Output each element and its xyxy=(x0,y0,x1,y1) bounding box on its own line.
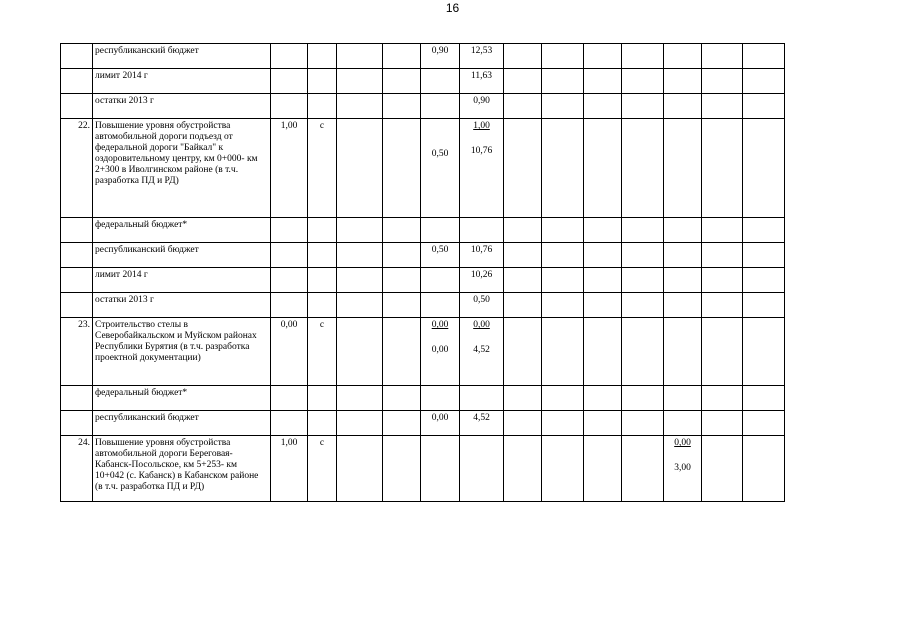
cell-empty xyxy=(504,218,542,243)
cell-empty xyxy=(702,293,743,318)
cell-empty xyxy=(308,293,337,318)
cell-empty xyxy=(542,119,584,218)
cell-empty xyxy=(542,293,584,318)
cell-empty xyxy=(622,69,664,94)
cell-empty xyxy=(542,69,584,94)
cell-empty xyxy=(337,218,383,243)
cell-empty xyxy=(702,268,743,293)
cell-empty xyxy=(584,268,622,293)
cell-empty xyxy=(584,243,622,268)
cell-empty xyxy=(743,386,785,411)
cell-empty xyxy=(702,386,743,411)
cell-value-col8: 0,90 xyxy=(460,94,504,119)
cell-empty xyxy=(584,436,622,502)
cell-empty xyxy=(664,293,702,318)
page-number: 16 xyxy=(445,1,460,15)
cell-empty xyxy=(702,318,743,386)
table-row xyxy=(61,69,785,94)
cell-empty xyxy=(61,268,93,293)
cell-empty xyxy=(702,69,743,94)
cell-value-col8: 10,76 xyxy=(460,243,504,268)
cell-empty xyxy=(504,94,542,119)
cell-empty xyxy=(337,436,383,502)
cell-empty xyxy=(584,44,622,69)
row-label: лимит 2014 г xyxy=(93,268,271,293)
cell-empty xyxy=(271,94,308,119)
cell-empty xyxy=(664,318,702,386)
cell-empty xyxy=(504,44,542,69)
cell-value-col8: 11,63 xyxy=(460,69,504,94)
cell-empty xyxy=(271,218,308,243)
cell-empty xyxy=(743,69,785,94)
row-label: остатки 2013 г xyxy=(93,293,271,318)
cell-empty xyxy=(584,119,622,218)
cell-value-col8 xyxy=(460,436,504,502)
cell-empty xyxy=(383,318,421,386)
cell-empty xyxy=(584,94,622,119)
cell-empty xyxy=(308,69,337,94)
cell-empty xyxy=(542,44,584,69)
cell-empty xyxy=(743,119,785,218)
cell-value-col8 xyxy=(460,386,504,411)
cell-empty xyxy=(383,293,421,318)
cell-empty xyxy=(584,318,622,386)
cell-empty xyxy=(337,94,383,119)
cell-empty xyxy=(622,293,664,318)
cell-empty xyxy=(664,411,702,436)
cell-empty xyxy=(743,218,785,243)
row-qty: 1,00 xyxy=(271,119,308,218)
cell-empty xyxy=(383,386,421,411)
cell-empty xyxy=(664,69,702,94)
cell-empty xyxy=(383,69,421,94)
cell-empty xyxy=(61,243,93,268)
cell-empty xyxy=(271,268,308,293)
cell-empty xyxy=(622,218,664,243)
cell-value-col7 xyxy=(421,436,460,502)
cell-empty xyxy=(542,318,584,386)
cell-empty xyxy=(664,44,702,69)
cell-empty xyxy=(504,293,542,318)
cell-empty xyxy=(308,243,337,268)
cell-empty xyxy=(504,386,542,411)
row-label: федеральный бюджет* xyxy=(93,386,271,411)
cell-empty xyxy=(584,386,622,411)
table-row xyxy=(61,293,785,318)
cell-empty xyxy=(622,94,664,119)
cell-empty xyxy=(308,94,337,119)
row-label: лимит 2014 г xyxy=(93,69,271,94)
cell-value-col7: 0,00 0,00 xyxy=(421,318,460,386)
row-number: 22. xyxy=(61,119,93,218)
cell-empty xyxy=(702,218,743,243)
table-row xyxy=(61,44,785,69)
cell-empty xyxy=(584,218,622,243)
cell-value-col8: 1,00 10,76 xyxy=(460,119,504,218)
cell-empty xyxy=(61,218,93,243)
table-row xyxy=(61,386,785,411)
cell-empty xyxy=(542,268,584,293)
cell-empty xyxy=(702,243,743,268)
row-label: Повышение уровня обустройства автомобильной дороги подъезд от федеральной дороги "Байкал" к оздоровительному центру, км 0+000- км 2+300 в Иволгинском районе (в т.ч. разработка ПД и РД) xyxy=(93,119,271,218)
cell-value-col7: 0,50 xyxy=(421,243,460,268)
row-label: Строительство стелы в Северобайкальском и Муйском районах Республики Бурятия (в т.ч. разработка проектной документации) xyxy=(93,318,271,386)
cell-empty xyxy=(504,268,542,293)
cell-empty xyxy=(622,268,664,293)
cell-empty xyxy=(584,293,622,318)
cell-value-col7 xyxy=(421,94,460,119)
cell-empty xyxy=(61,44,93,69)
cell-value-col7: 0,50 xyxy=(421,119,460,218)
cell-value-col8: 4,52 xyxy=(460,411,504,436)
table-row xyxy=(61,94,785,119)
table-row xyxy=(61,119,785,218)
cell-empty xyxy=(337,119,383,218)
cell-empty xyxy=(271,69,308,94)
cell-empty xyxy=(542,436,584,502)
cell-value-col7: 0,90 xyxy=(421,44,460,69)
cell-empty xyxy=(622,436,664,502)
cell-empty xyxy=(743,436,785,502)
cell-value-col8: 0,00 4,52 xyxy=(460,318,504,386)
cell-value-col7 xyxy=(421,386,460,411)
cell-value-col7: 0,00 xyxy=(421,411,460,436)
cell-empty xyxy=(337,243,383,268)
cell-empty xyxy=(337,386,383,411)
cell-empty xyxy=(664,218,702,243)
cell-empty xyxy=(271,44,308,69)
cell-empty xyxy=(504,411,542,436)
cell-empty xyxy=(622,243,664,268)
cell-value-col13: 0,00 3,00 xyxy=(664,436,702,502)
cell-empty xyxy=(542,411,584,436)
cell-empty xyxy=(61,94,93,119)
cell-empty xyxy=(271,411,308,436)
cell-empty xyxy=(542,218,584,243)
row-label: федеральный бюджет* xyxy=(93,218,271,243)
cell-empty xyxy=(664,268,702,293)
cell-empty xyxy=(743,411,785,436)
cell-value-col7 xyxy=(421,268,460,293)
cell-empty xyxy=(702,119,743,218)
cell-empty xyxy=(504,243,542,268)
cell-empty xyxy=(337,44,383,69)
table-row xyxy=(61,318,785,386)
cell-empty xyxy=(308,386,337,411)
row-qty: 0,00 xyxy=(271,318,308,386)
cell-empty xyxy=(504,318,542,386)
cell-empty xyxy=(383,243,421,268)
cell-empty xyxy=(271,243,308,268)
cell-empty xyxy=(743,243,785,268)
cell-empty xyxy=(61,293,93,318)
cell-value-col7 xyxy=(421,293,460,318)
cell-empty xyxy=(743,44,785,69)
row-label: остатки 2013 г xyxy=(93,94,271,119)
cell-empty xyxy=(308,218,337,243)
cell-empty xyxy=(337,69,383,94)
cell-empty xyxy=(383,218,421,243)
cell-empty xyxy=(383,119,421,218)
cell-value-col8 xyxy=(460,218,504,243)
row-unit: с xyxy=(308,119,337,218)
cell-empty xyxy=(664,243,702,268)
cell-value-col8: 0,50 xyxy=(460,293,504,318)
budget-table xyxy=(60,43,785,502)
cell-empty xyxy=(743,94,785,119)
cell-empty xyxy=(702,436,743,502)
row-label: республиканский бюджет xyxy=(93,411,271,436)
cell-empty xyxy=(337,318,383,386)
table-row xyxy=(61,436,785,502)
cell-empty xyxy=(584,69,622,94)
cell-empty xyxy=(383,436,421,502)
cell-value-col8: 12,53 xyxy=(460,44,504,69)
row-label: Повышение уровня обустройства автомобильной дороги Береговая-Кабанск-Посольское, км 5+253- км 10+042 (с. Кабанск) в Кабанском районе (в т.ч. разработка ПД и РД) xyxy=(93,436,271,502)
cell-empty xyxy=(622,318,664,386)
cell-empty xyxy=(337,293,383,318)
cell-empty xyxy=(383,268,421,293)
cell-value-col8: 10,26 xyxy=(460,268,504,293)
cell-empty xyxy=(308,411,337,436)
cell-empty xyxy=(383,44,421,69)
cell-empty xyxy=(702,44,743,69)
cell-empty xyxy=(383,94,421,119)
cell-empty xyxy=(337,268,383,293)
cell-empty xyxy=(622,119,664,218)
cell-empty xyxy=(743,268,785,293)
cell-empty xyxy=(308,44,337,69)
cell-empty xyxy=(61,411,93,436)
row-qty: 1,00 xyxy=(271,436,308,502)
cell-empty xyxy=(542,94,584,119)
cell-empty xyxy=(504,436,542,502)
table-row xyxy=(61,243,785,268)
cell-empty xyxy=(61,69,93,94)
cell-empty xyxy=(61,386,93,411)
cell-empty xyxy=(622,386,664,411)
cell-empty xyxy=(664,386,702,411)
cell-empty xyxy=(664,94,702,119)
cell-empty xyxy=(383,411,421,436)
cell-empty xyxy=(542,243,584,268)
cell-empty xyxy=(622,44,664,69)
table-row xyxy=(61,411,785,436)
cell-empty xyxy=(664,119,702,218)
row-number: 23. xyxy=(61,318,93,386)
cell-empty xyxy=(584,411,622,436)
cell-empty xyxy=(308,268,337,293)
table-row xyxy=(61,218,785,243)
cell-empty xyxy=(743,318,785,386)
cell-empty xyxy=(622,411,664,436)
cell-empty xyxy=(337,411,383,436)
cell-empty xyxy=(504,69,542,94)
cell-empty xyxy=(542,386,584,411)
cell-empty xyxy=(271,386,308,411)
cell-value-col7 xyxy=(421,218,460,243)
cell-empty xyxy=(504,119,542,218)
row-label: республиканский бюджет xyxy=(93,44,271,69)
cell-empty xyxy=(271,293,308,318)
cell-empty xyxy=(743,293,785,318)
row-unit: с xyxy=(308,436,337,502)
cell-empty xyxy=(702,411,743,436)
row-label: республиканский бюджет xyxy=(93,243,271,268)
cell-value-col7 xyxy=(421,69,460,94)
row-number: 24. xyxy=(61,436,93,502)
row-unit: с xyxy=(308,318,337,386)
cell-empty xyxy=(702,94,743,119)
table-row xyxy=(61,268,785,293)
